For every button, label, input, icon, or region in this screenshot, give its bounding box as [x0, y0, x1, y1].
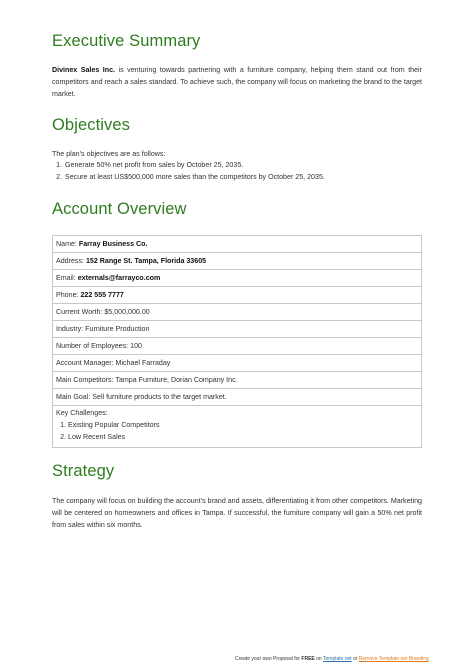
challenges-label: Key Challenges: — [56, 409, 108, 417]
phone-value: 222 555 7777 — [80, 291, 124, 299]
executive-summary-text: is venturing towards partnering with a furniture company, helping them stand out from their competitors and reach a sales standard. To achieve such, the company will focus on marketing the brand to the target market. — [52, 66, 422, 98]
table-row — [53, 270, 422, 287]
email-value: externals@farrayco.com — [77, 274, 161, 282]
strategy-heading: Strategy — [52, 462, 115, 480]
worth-cell: Current Worth: $5,000,000.00 — [53, 304, 422, 321]
email-cell — [53, 270, 422, 287]
name-cell — [53, 236, 422, 253]
table-row — [53, 372, 422, 389]
footer-on: on — [314, 656, 324, 662]
objective-item: 1. Generate 50% net profit from sales by October 25, 2035. — [64, 159, 325, 171]
template-net-link[interactable]: Template.net — [323, 656, 352, 662]
table-row — [53, 338, 422, 355]
objective-item: 2. Secure at least US$500,000 more sales than the competitors by October 25, 2035. — [64, 171, 325, 183]
account-overview-table — [52, 235, 422, 448]
footer-sep: or — [351, 656, 359, 662]
phone-cell — [53, 287, 422, 304]
table-row — [53, 236, 422, 253]
email-label: Email: — [56, 274, 78, 282]
executive-summary-heading: Executive Summary — [52, 32, 201, 50]
company-name: Divinex Sales Inc. — [52, 66, 116, 74]
table-row — [53, 406, 422, 448]
phone-label: Phone: — [56, 291, 81, 299]
competitors-cell: Main Competitors: Tampa Furniture, Dorian Company Inc. — [53, 372, 422, 389]
table-row — [53, 321, 422, 338]
executive-summary-paragraph — [52, 64, 422, 100]
table-row — [53, 389, 422, 406]
challenges-cell — [53, 406, 422, 448]
strategy-paragraph: The company will focus on building the account’s brand and assets, differentiating it from other competitors. Marketing will be centered on homeowners and offices in Tampa. If successful, the furniture company will gain a 50% net profit from sales within six months. — [52, 497, 422, 529]
employees-cell: Number of Employees: 100 — [53, 338, 422, 355]
goal-cell: Main Goal: Sell furniture products to the target market. — [53, 389, 422, 406]
table-row — [53, 253, 422, 270]
footer-free: FREE — [301, 656, 315, 662]
manager-cell: Account Manager: Michael Farraday — [53, 355, 422, 372]
table-row — [53, 304, 422, 321]
industry-cell: Industry: Furniture Production — [53, 321, 422, 338]
objectives-heading: Objectives — [52, 116, 131, 134]
table-row — [53, 355, 422, 372]
name-value: Farray Business Co. — [78, 240, 148, 248]
challenge-item: 1. Existing Popular Competitors — [68, 419, 418, 431]
address-cell — [53, 253, 422, 270]
challenge-item: 2. Low Recent Sales — [68, 431, 418, 443]
table-row — [53, 287, 422, 304]
objectives-list — [52, 159, 325, 183]
remove-branding-link[interactable]: Remove Template.net Branding — [358, 656, 429, 662]
objectives-intro: The plan’s objectives are as follows: — [52, 150, 166, 158]
address-value: 152 Range St. Tampa, Florida 33605 — [85, 257, 207, 265]
footer-prefix: Create your own Proposal for — [235, 656, 302, 662]
challenges-list — [56, 419, 418, 443]
footer-bar — [235, 656, 429, 662]
name-label: Name: — [56, 240, 79, 248]
address-label: Address: — [56, 257, 86, 265]
account-overview-heading: Account Overview — [52, 200, 187, 218]
